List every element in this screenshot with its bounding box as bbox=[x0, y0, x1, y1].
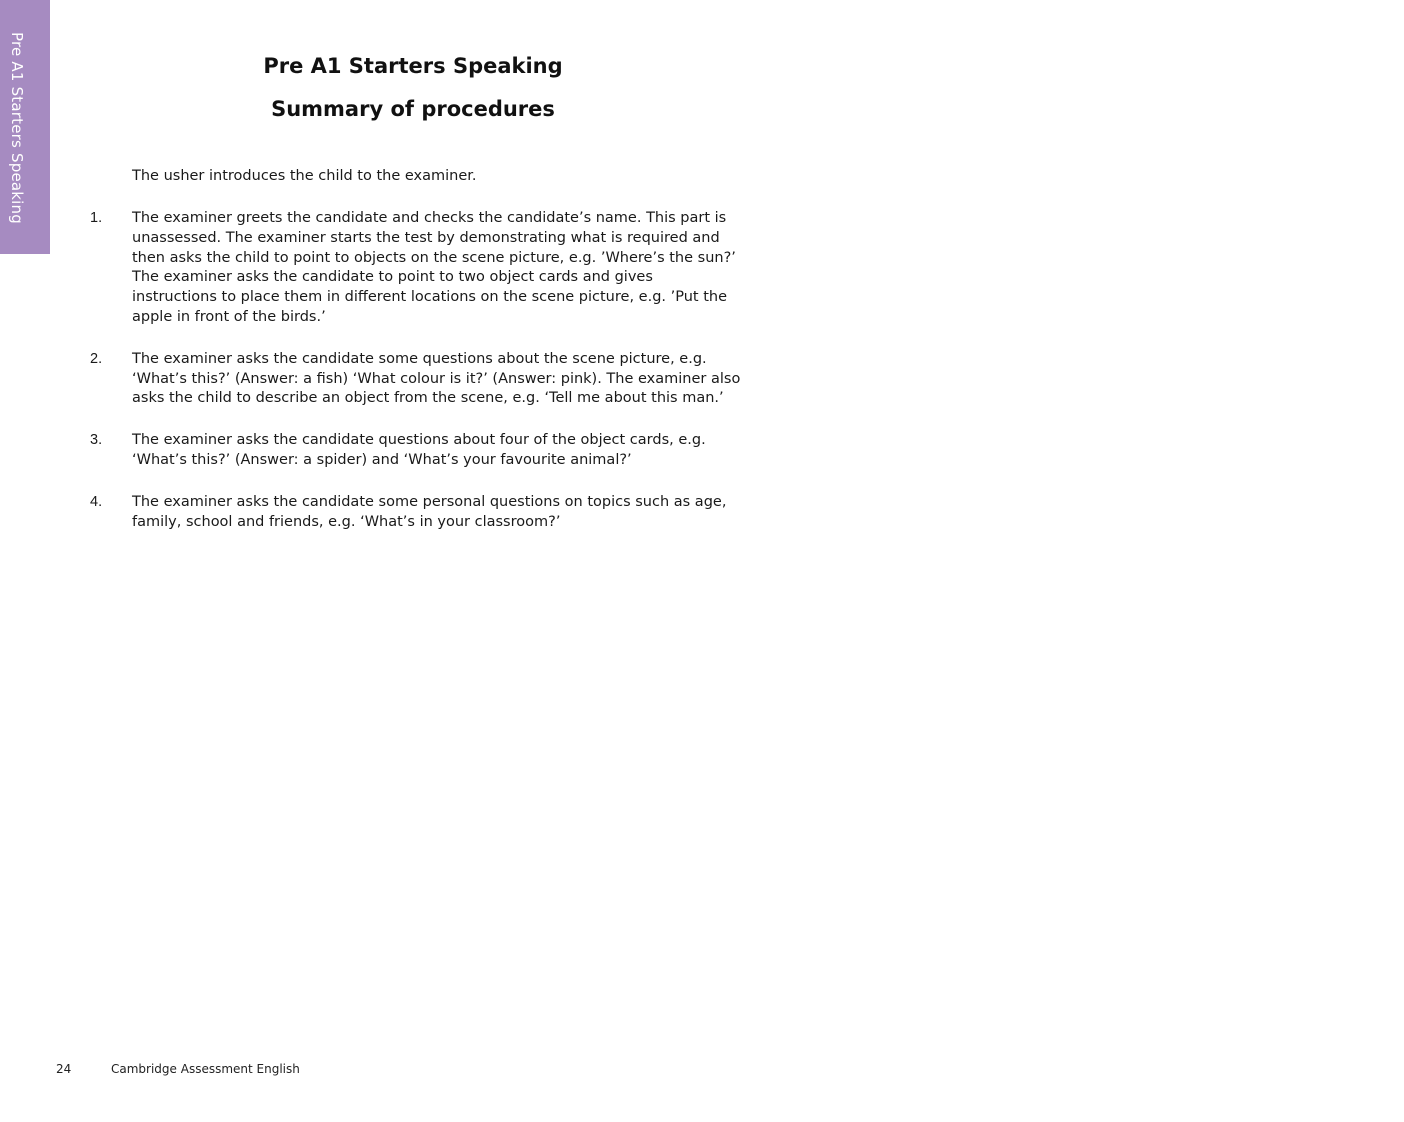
procedure-step-1 bbox=[90, 209, 742, 328]
procedure-step-4 bbox=[90, 493, 742, 533]
step-text: The examiner asks the candidate questions about four of the object cards, e.g. ‘What’s this?’ (Answer: a spider) and ‘What’s your favourite animal?’ bbox=[132, 432, 706, 468]
side-tab-label: Pre A1 Starters Speaking bbox=[8, 32, 26, 224]
step-number: 4. bbox=[90, 493, 103, 510]
page-subtitle: Summary of procedures bbox=[271, 97, 555, 121]
intro-paragraph: The usher introduces the child to the examiner. bbox=[132, 168, 477, 184]
page-number: 24 bbox=[56, 1062, 72, 1076]
procedure-list bbox=[90, 209, 742, 554]
step-text: The examiner asks the candidate some personal questions on topics such as age, family, school and friends, e.g. ‘What’s in your classroom?’ bbox=[132, 493, 727, 530]
step-text: The examiner greets the candidate and checks the candidate’s name. This part is unassessed. The examiner starts the test by demonstrating what is required and then asks the child to point to objects on the scene picture, e.g. ’Where’s the sun?’ The examiner asks the candidate to point to two object cards and gives instructions to place them in different locations on the scene picture, e.g. ’Put the apple in front of the birds.’ bbox=[132, 210, 736, 325]
page-title: Pre A1 Starters Speaking bbox=[263, 54, 563, 78]
side-tab bbox=[0, 0, 50, 254]
step-number: 1. bbox=[90, 210, 103, 226]
step-text: The examiner asks the candidate some questions about the scene picture, e.g. ‘What’s this?’ (Answer: a fish) ‘What colour is it?’ (Answer: pink). The examiner also asks the child to describe an object from the scene, e.g. ‘Tell me about this man.’ bbox=[132, 350, 741, 407]
step-number: 2. bbox=[90, 350, 103, 367]
procedure-step-3 bbox=[90, 431, 742, 471]
procedure-step-2 bbox=[90, 350, 742, 409]
footer-publisher: Cambridge Assessment English bbox=[111, 1062, 300, 1076]
step-number: 3. bbox=[90, 432, 103, 449]
